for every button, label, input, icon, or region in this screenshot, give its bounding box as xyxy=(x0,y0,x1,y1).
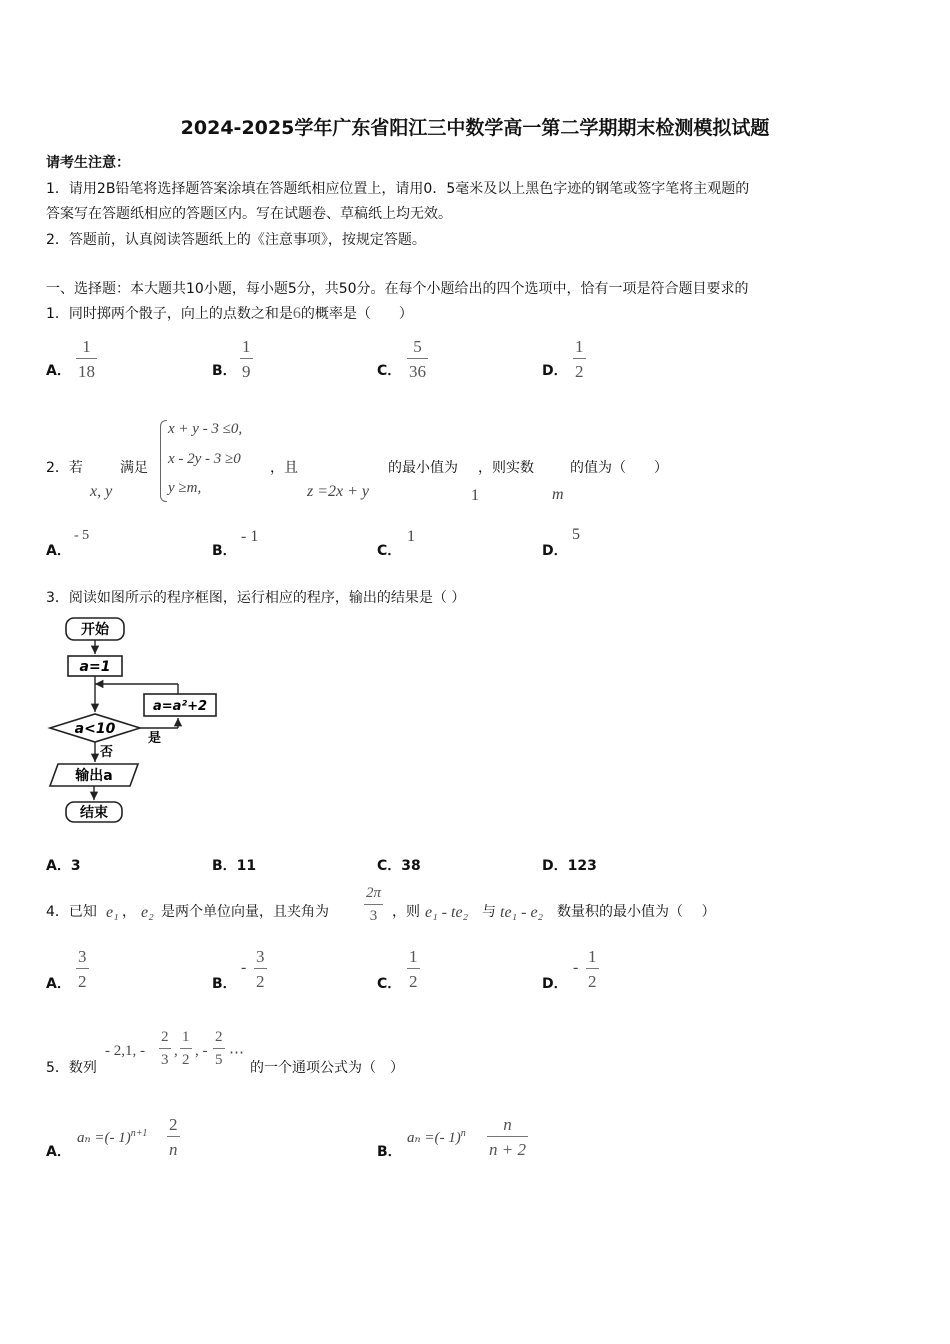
q1-number: 6 xyxy=(292,305,301,322)
q5-f3-num: 2 xyxy=(215,1029,223,1045)
q4-d-den: 2 xyxy=(588,972,597,991)
q2-min-text: 的最小值为 xyxy=(388,460,458,476)
q5-seq-frac-2 xyxy=(180,1030,192,1068)
q2-option-c-value: 1 xyxy=(407,528,415,545)
q4-option-b-label: B． xyxy=(212,976,237,992)
q1-option-c-fraction xyxy=(407,338,428,380)
q4-angle-num: 2π xyxy=(366,885,382,901)
q2-constraint-2: x - 2y - 3 ≥0 xyxy=(168,451,241,467)
q5-b-num: n xyxy=(503,1115,512,1134)
q4-option-d-fraction xyxy=(586,948,599,990)
notice-heading: 请考生注意： xyxy=(46,155,130,171)
q5-a-num: 2 xyxy=(169,1115,178,1134)
q2-number: 2．若 xyxy=(46,460,83,476)
q4-option-d-sign: - xyxy=(573,959,579,976)
q3-option-a xyxy=(46,855,81,875)
q2-constraint-1: x + y - 3 ≤0, xyxy=(168,421,243,437)
q4-b-num: 3 xyxy=(256,947,265,966)
q1-a-den: 18 xyxy=(78,362,95,381)
q3-d-value: 123 xyxy=(567,858,597,874)
page-title: 2024-2025学年广东省阳江三中数学高一第二学期期末检测模拟试题 xyxy=(180,117,770,139)
notice-line-1: 1．请用2B铅笔将选择题答案涂填在答题纸相应位置上，请用0．5毫米及以上黑色字迹的钢笔或签字笔将主观题的 xyxy=(46,181,750,197)
q4-option-a-fraction xyxy=(76,948,89,990)
q5-option-b-fraction xyxy=(487,1116,528,1158)
q2-and: ，且 xyxy=(270,460,298,476)
flow-output-text: 输出a xyxy=(75,768,113,784)
q2-option-a-value: - 5 xyxy=(74,528,90,543)
q5-seq-dots: ⋯ xyxy=(229,1045,244,1061)
q5-b-lhs: aₙ =(- 1) xyxy=(407,1130,461,1146)
q4-e1: e₁ xyxy=(106,904,119,921)
q2-option-a-label: A． xyxy=(46,543,71,559)
q4-option-a-label: A． xyxy=(46,976,71,992)
q5-a-exp: n+1 xyxy=(130,1128,148,1139)
q1-option-a-label: A． xyxy=(46,363,71,379)
q5-seq-frac-3 xyxy=(213,1030,225,1068)
q3-flowchart xyxy=(40,612,230,832)
q5-option-a-lhs xyxy=(77,1128,147,1147)
q2-constraint-3: y ≥m, xyxy=(168,480,202,496)
q1-a-num: 1 xyxy=(82,337,91,356)
q4-angle-fraction xyxy=(364,886,383,924)
q2-option-b-label: B． xyxy=(212,543,237,559)
q3-a-label: A． xyxy=(46,858,71,874)
q1-stem xyxy=(46,303,413,323)
q4-a-num: 3 xyxy=(78,947,87,966)
q3-d-label: D． xyxy=(542,858,568,874)
q4-comma: ， xyxy=(122,904,136,920)
q5-option-a-fraction xyxy=(167,1116,180,1158)
q4-option-c-fraction xyxy=(407,948,420,990)
q4-then: ，则 xyxy=(392,904,420,920)
q4-angle-den: 3 xyxy=(369,908,378,924)
q4-e2: e₂ xyxy=(141,904,154,921)
q2-option-d-label: D． xyxy=(542,543,568,559)
q5-a-den: n xyxy=(169,1140,178,1159)
q3-option-b xyxy=(212,855,256,875)
q4-b-den: 2 xyxy=(256,972,265,991)
q3-b-value: 11 xyxy=(236,858,257,874)
q1-option-a-fraction xyxy=(76,338,97,380)
q5-suffix: 的一个通项公式为（ ） xyxy=(250,1060,404,1076)
q5-seq-frac-1 xyxy=(159,1030,171,1068)
q2-objective: z =2x + y xyxy=(307,483,370,500)
q2-value-of: 的值为（ ） xyxy=(570,460,668,476)
q1-b-num: 1 xyxy=(242,337,251,356)
flow-update-text: a=a²+2 xyxy=(152,699,208,714)
q2-then-text: ，则实数 xyxy=(478,460,534,476)
q1-c-num: 5 xyxy=(413,337,422,356)
q5-b-exp: n xyxy=(460,1128,466,1139)
q2-m: m xyxy=(552,486,564,503)
flow-end-text: 结束 xyxy=(80,805,108,821)
q2-satisfy: 满足 xyxy=(120,460,148,476)
q4-c-num: 1 xyxy=(409,947,418,966)
q1-option-c-label: C． xyxy=(377,363,402,379)
q4-and: 与 xyxy=(482,904,496,920)
q1-d-num: 1 xyxy=(575,337,584,356)
q4-option-b-fraction xyxy=(254,948,267,990)
q2-vars: x, y xyxy=(90,483,113,500)
q4-expr2: te₁ - e₂ xyxy=(500,904,544,921)
q2-option-c-label: C． xyxy=(377,543,402,559)
q5-option-b-label: B． xyxy=(377,1144,402,1160)
q2-system-brace xyxy=(160,420,167,502)
q5-option-a-label: A． xyxy=(46,1144,71,1160)
q1-option-d-fraction xyxy=(573,338,586,380)
q4-d-num: 1 xyxy=(588,947,597,966)
q4-option-d-label: D． xyxy=(542,976,568,992)
q5-seq-comma-1: , xyxy=(174,1043,178,1059)
q5-a-lhs: aₙ =(- 1) xyxy=(77,1130,131,1146)
q4-option-b-sign: - xyxy=(241,959,247,976)
q5-prefix: 5．数列 xyxy=(46,1060,97,1076)
q3-option-d xyxy=(542,855,597,875)
flow-start-text: 开始 xyxy=(81,622,109,638)
q1-b-den: 9 xyxy=(242,362,251,381)
q3-c-label: C． xyxy=(377,858,402,874)
q5-f1-den: 3 xyxy=(161,1052,169,1068)
q1-c-den: 36 xyxy=(409,362,426,381)
q4-expr1: e₁ - te₂ xyxy=(425,904,469,921)
q1-option-d-label: D． xyxy=(542,363,568,379)
q2-min-value: 1 xyxy=(471,487,479,504)
notice-line-2: 2．答题前，认真阅读答题纸上的《注意事项》，按规定答题。 xyxy=(46,232,426,248)
q1-d-den: 2 xyxy=(575,362,584,381)
notice-line-1b: 答案写在答题纸相应的答题区内。写在试题卷、草稿纸上均无效。 xyxy=(46,206,452,222)
q3-c-value: 38 xyxy=(401,858,421,874)
flow-init-text: a=1 xyxy=(79,659,111,675)
q5-f1-num: 2 xyxy=(161,1029,169,1045)
flow-no-label: 否 xyxy=(100,745,114,760)
q4-a-den: 2 xyxy=(78,972,87,991)
q3-option-c xyxy=(377,855,421,875)
q2-option-d-value: 5 xyxy=(572,526,580,543)
q1-option-b-label: B． xyxy=(212,363,237,379)
q1-prefix: 1．同时掷两个骰子，向上的点数之和是 xyxy=(46,306,293,322)
q5-option-b-lhs xyxy=(407,1128,466,1147)
q4-prefix: 4．已知 xyxy=(46,904,97,920)
q1-option-b-fraction xyxy=(240,338,253,380)
section-heading: 一、选择题：本大题共10小题，每小题5分，共50分。在每个小题给出的四个选项中，恰有一项是符合题目要求的 xyxy=(46,281,749,297)
q3-b-label: B． xyxy=(212,858,237,874)
q5-seq-start: - 2,1, - xyxy=(105,1043,145,1059)
q3-stem: 3．阅读如图所示的程序框图，运行相应的程序，输出的结果是（ ） xyxy=(46,590,466,606)
q5-seq-mid: , - xyxy=(195,1043,208,1059)
q5-f3-den: 5 xyxy=(215,1052,223,1068)
q2-option-b-value: - 1 xyxy=(241,528,259,545)
q4-option-c-label: C． xyxy=(377,976,402,992)
q5-f2-den: 2 xyxy=(182,1052,190,1068)
flow-condition-text: a<10 xyxy=(74,721,116,737)
q5-f2-num: 1 xyxy=(182,1029,190,1045)
q4-c-den: 2 xyxy=(409,972,418,991)
q4-text-unit: 是两个单位向量，且夹角为 xyxy=(161,904,329,920)
q4-suffix: 数量积的最小值为（ ） xyxy=(557,904,716,920)
q5-b-den: n + 2 xyxy=(489,1140,526,1159)
q1-suffix: 的概率是（ ） xyxy=(300,306,413,322)
flow-yes-label: 是 xyxy=(148,731,162,746)
q3-a-value: 3 xyxy=(70,858,81,874)
